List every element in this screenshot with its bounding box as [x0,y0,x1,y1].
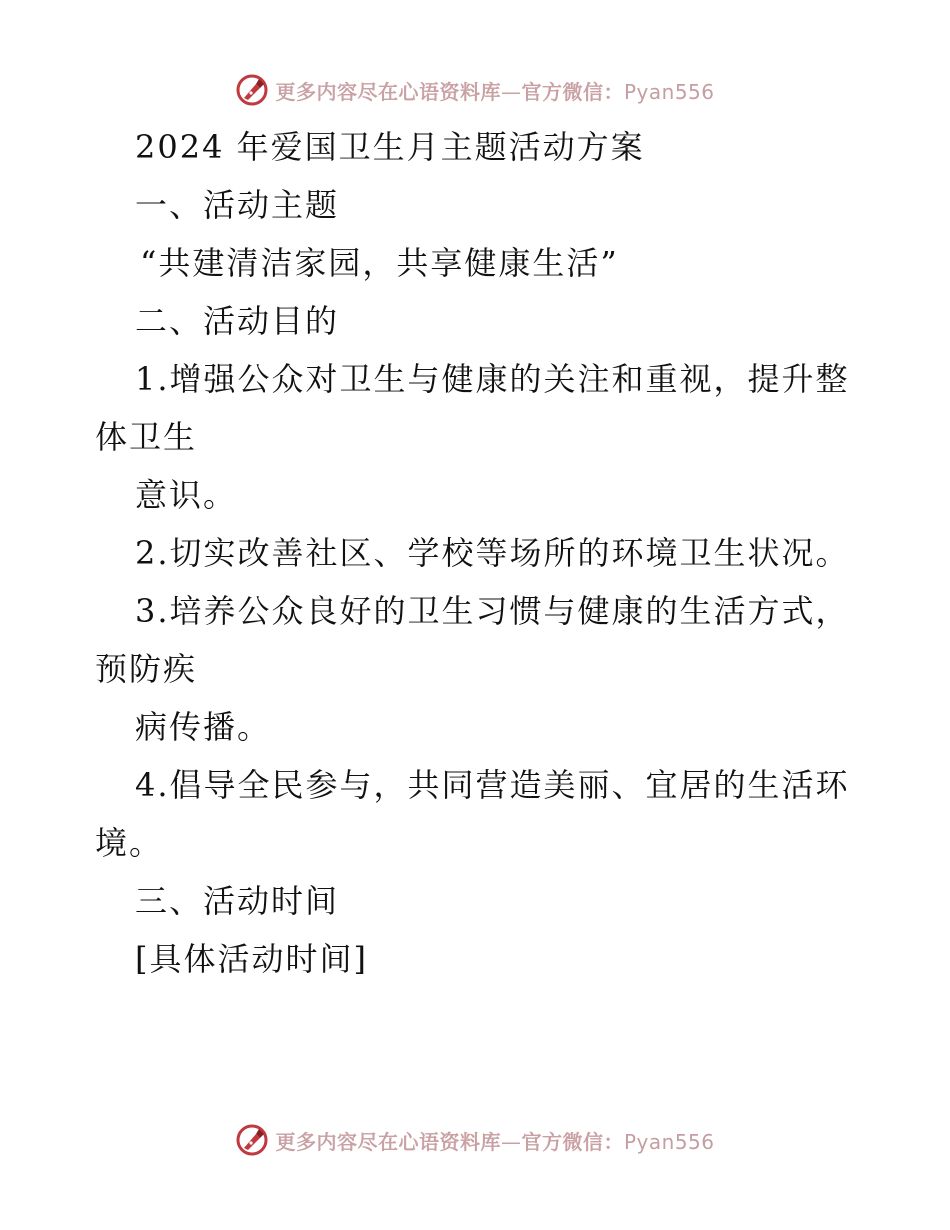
goal-3-line-2: 预防疾 [95,650,198,688]
goal-1-line-1: 1.增强公众对卫生与健康的关注和重视，提升整 [135,360,850,398]
header-banner [0,70,950,110]
pen-nib-logo-icon [235,1123,269,1157]
goal-3-line-1: 3.培养公众良好的卫生习惯与健康的生活方式， [135,592,850,630]
goal-1-line-3: 意识。 [135,476,238,514]
goal-3-line-3: 病传播。 [135,708,272,746]
section-heading-theme: 一、活动主题 [135,186,340,224]
footer-banner [0,1120,950,1160]
header-text: 更多内容尽在心语资料库—官方微信：Pyan556 [275,79,715,104]
goal-4-line-1: 4.倡导全民参与，共同营造美丽、宜居的生活环 [135,766,850,804]
pen-nib-logo-icon [235,73,269,107]
goal-1-line-2: 体卫生 [95,418,198,456]
goal-2: 2.切实改善社区、学校等场所的环境卫生状况。 [135,534,850,572]
document-body [95,118,865,988]
theme-slogan: “共建清洁家园，共享健康生活” [140,244,619,282]
document-title: 2024 年爱国卫生月主题活动方案 [135,128,645,166]
time-placeholder: [具体活动时间] [135,940,368,978]
goal-4-line-2: 境。 [95,824,164,862]
section-heading-time: 三、活动时间 [135,882,340,920]
section-heading-goals: 二、活动目的 [135,302,340,340]
footer-text: 更多内容尽在心语资料库—官方微信：Pyan556 [275,1129,715,1154]
